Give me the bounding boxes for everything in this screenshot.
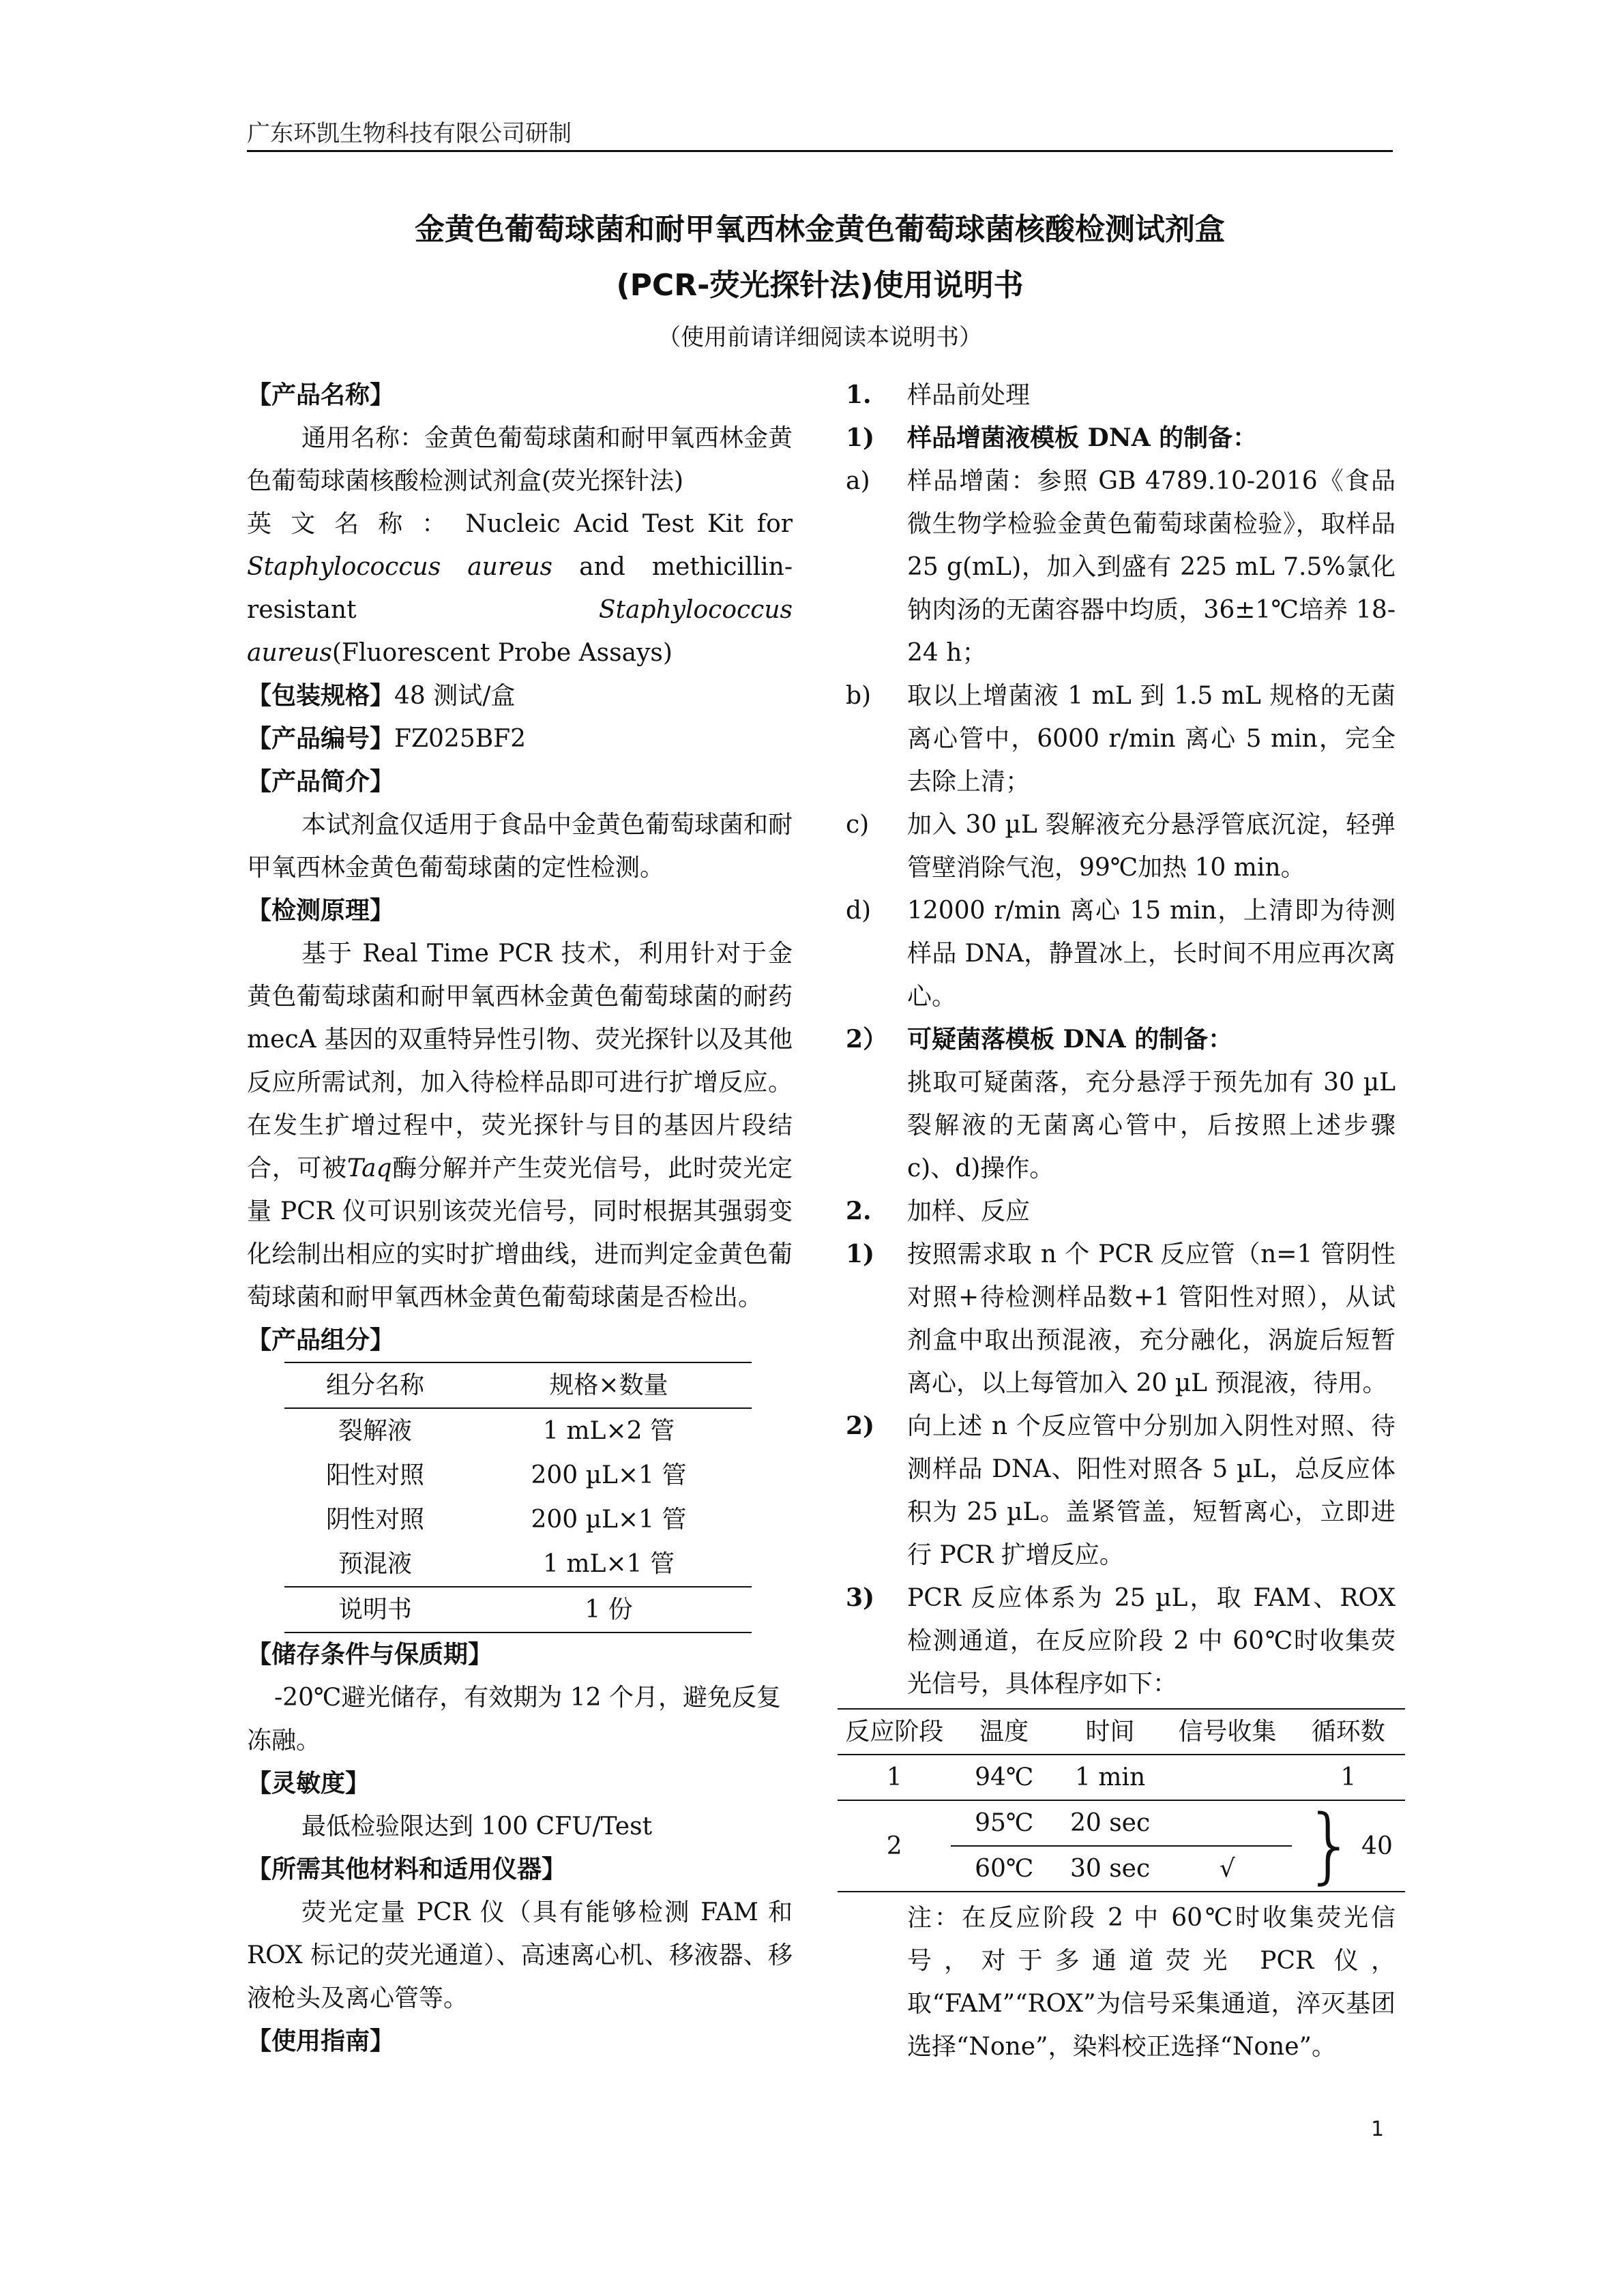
list-item	[846, 674, 1396, 803]
list-text: 样品增菌：参照 GB 4789.10-2016《食品微生物学检验金黄色葡萄球菌检验》，取样品 25 g(mL)，加入到盛有 225 mL 7.5%氯化钠肉汤的无菌容器中均质，36±1℃培养 18-24 h；	[907, 467, 1396, 667]
table-cell: 200 µL×1 管	[531, 1461, 687, 1489]
section-heading-guide: 【使用指南】	[247, 2027, 395, 2055]
table-header-row	[838, 1709, 1405, 1755]
table-header: 组分名称	[284, 1362, 466, 1408]
product-code	[247, 717, 793, 760]
list-text: 按照需求取 n 个 PCR 反应管（n=1 管阴性对照+待检测样品数+1 管阳性对照），从试剂盒中取出预混液，充分融化，涡旋后短暂离心，以上每管加入 20 µL 预混液，待用。	[907, 1240, 1396, 1397]
list-item	[846, 1233, 1396, 1405]
table-cell: 20 sec	[1057, 1800, 1163, 1846]
table-header: 信号收集	[1163, 1709, 1291, 1755]
table-row	[284, 1587, 752, 1632]
table-cell: 裂解液	[338, 1417, 412, 1445]
intro-text: 本试剂盒仅适用于食品中金黄色葡萄球菌和耐甲氧西林金黄色葡萄球菌的定性检测。	[247, 811, 793, 882]
english-name	[247, 503, 793, 674]
section-heading-principle: 【检测原理】	[247, 897, 395, 925]
section-heading-code: 【产品编号】	[247, 725, 395, 753]
cycle-count: 40	[1361, 1832, 1393, 1860]
list-item	[846, 1577, 1396, 1705]
pcr-program-table	[838, 1708, 1405, 1892]
table-header: 循环数	[1292, 1709, 1405, 1755]
table-header: 温度	[951, 1709, 1057, 1755]
principle-enzyme: Taq	[346, 1154, 392, 1182]
list-item	[846, 803, 1396, 889]
section-heading-sensitivity: 【灵敏度】	[247, 1770, 370, 1798]
step-title: 可疑菌落模板 DNA 的制备：	[907, 1025, 1233, 1054]
principle-part: 酶分解并产生荧光信号，此时荧光定量 PCR 仪可识别该荧光信号，同时根据其强弱变化绘制出相应的实时扩增曲线，进而判定金黄色葡萄球菌和耐甲氧西林金黄色葡萄球菌是否检出。	[247, 1154, 793, 1311]
program-note: 注：在反应阶段 2 中 60℃时收集荧光信号，对于多通道荧光 PCR 仪，取“FAM”“ROX”为信号采集通道，淬灭基团选择“None”，染料校正选择“None”。	[907, 1904, 1396, 2061]
table-cell: 1 份	[466, 1587, 752, 1632]
table-cell: 1 min	[1057, 1755, 1163, 1800]
list-text: 取以上增菌液 1 mL 到 1.5 mL 规格的无菌离心管中，6000 r/min 离心 5 min，完全去除上清；	[907, 682, 1396, 796]
table-cell: 94℃	[951, 1755, 1057, 1800]
left-column	[247, 374, 793, 2063]
english-name-species: Staphylococcus aureus	[247, 596, 793, 667]
list-item	[846, 889, 1396, 1018]
table-row	[284, 1542, 752, 1587]
section-heading-pack: 【包装规格】	[247, 682, 395, 710]
sensitivity-text: 最低检验限达到 100 CFU/Test	[301, 1813, 653, 1840]
english-name-part: Nucleic Acid Test Kit for	[465, 510, 793, 538]
section-heading-name: 【产品名称】	[247, 381, 395, 409]
right-column	[846, 374, 1396, 2068]
step-1-1	[846, 417, 1396, 460]
step-1	[846, 374, 1396, 417]
cycle-cell	[1292, 1800, 1405, 1892]
section-heading-intro: 【产品简介】	[247, 768, 395, 796]
english-name-part: (Fluorescent Probe Assays)	[331, 639, 673, 667]
table-cell: 1 mL×1 管	[543, 1550, 675, 1578]
list-item	[846, 1405, 1396, 1577]
components-table	[284, 1362, 752, 1633]
table-cell: 60℃	[975, 1855, 1034, 1883]
table-cell: 200 µL×1 管	[531, 1506, 687, 1534]
step-2	[846, 1190, 1396, 1233]
table-header: 时间	[1057, 1709, 1163, 1755]
table-cell: 说明书	[284, 1587, 466, 1632]
table-header: 规格×数量	[466, 1362, 752, 1408]
list-marker: c)	[846, 811, 870, 839]
list-marker: 2)	[846, 1412, 875, 1440]
generic-name: 通用名称：金黄色葡萄球菌和耐甲氧西林金黄色葡萄球菌核酸检测试剂盒(荧光探针法)	[247, 424, 793, 495]
step-number: 2）	[846, 1025, 888, 1054]
code-value: FZ025BF2	[394, 725, 527, 753]
step-title: 样品增菌液模板 DNA 的制备：	[907, 423, 1258, 452]
table-cell: 95℃	[951, 1800, 1057, 1846]
table-cell: 1	[838, 1755, 951, 1800]
table-cell: 1	[1292, 1755, 1405, 1800]
list-marker: d)	[846, 897, 872, 925]
list-marker: 1)	[846, 1240, 875, 1268]
table-cell	[1163, 1800, 1291, 1846]
document-subtitle: （使用前请详细阅读本说明书）	[658, 324, 982, 351]
brace-glyph: }	[1303, 1798, 1357, 1893]
list-item	[846, 460, 1396, 674]
section-heading-components: 【产品组分】	[247, 1326, 395, 1354]
colony-prep-text: 挑取可疑菌落，充分悬浮于预先加有 30 µL 裂解液的无菌离心管中，后按照上述步骤 c)、d)操作。	[907, 1069, 1396, 1182]
list-marker: a)	[846, 467, 870, 495]
table-row	[284, 1408, 752, 1453]
step-number: 1)	[846, 423, 875, 452]
page-number: 1	[1371, 2117, 1385, 2141]
pack-spec	[247, 674, 793, 717]
table-cell: 2	[886, 1832, 902, 1860]
english-name-species: Staphylococcus aureus	[247, 553, 553, 581]
step-number: 2.	[846, 1197, 872, 1225]
list-marker: b)	[846, 682, 872, 710]
table-header-row	[284, 1362, 752, 1408]
storage-text: -20℃避光储存，有效期为 12 个月，避免反复冻融。	[247, 1684, 781, 1755]
english-name-part: and methicillin-resistant	[247, 553, 793, 624]
list-text: PCR 反应体系为 25 µL，取 FAM、ROX 检测通道，在反应阶段 2 中 60℃时收集荧光信号，具体程序如下：	[907, 1584, 1396, 1698]
table-row	[284, 1497, 752, 1542]
table-cell: 预混液	[338, 1550, 412, 1578]
table-header: 反应阶段	[838, 1709, 951, 1755]
step-number: 1.	[846, 381, 872, 409]
materials-text: 荧光定量 PCR 仪（具有能够检测 FAM 和 ROX 标记的荧光通道）、高速离心机、移液器、移液枪头及离心管等。	[247, 1898, 793, 2012]
list-marker: 3)	[846, 1583, 875, 1612]
header-divider	[247, 150, 1393, 152]
principle-text	[247, 932, 793, 1319]
company-header: 广东环凯生物科技有限公司研制	[247, 120, 572, 147]
table-row	[838, 1800, 1405, 1846]
list-text: 加入 30 µL 裂解液充分悬浮管底沉淀，轻弹管壁消除气泡，99℃加热 10 min。	[907, 811, 1396, 882]
step-1-2	[846, 1018, 1396, 1061]
table-cell	[1163, 1755, 1291, 1800]
step-title: 加样、反应	[907, 1197, 1031, 1225]
list-text: 12000 r/min 离心 15 min，上清即为待测样品 DNA，静置冰上，长时间不用应再次离心。	[907, 897, 1396, 1011]
table-cell: 阴性对照	[325, 1506, 424, 1534]
list-text: 向上述 n 个反应管中分别加入阴性对照、待测样品 DNA、阳性对照各 5 µL，总反应体积为 25 µL。盖紧管盖，短暂离心，立即进行 PCR 扩增反应。	[907, 1412, 1396, 1569]
table-row	[284, 1453, 752, 1497]
table-cell: 阳性对照	[325, 1461, 424, 1489]
document-title-line2: (PCR-荧光探针法)使用说明书	[616, 268, 1024, 303]
pack-value: 48 测试/盒	[394, 682, 516, 710]
section-heading-materials: 【所需其他材料和适用仪器】	[247, 1855, 567, 1883]
english-name-label: 英 文 名 称 ：	[247, 510, 452, 538]
table-row	[838, 1755, 1405, 1800]
document-title: 金黄色葡萄球菌和耐甲氧西林金黄色葡萄球菌核酸检测试剂盒	[415, 212, 1225, 247]
table-cell: 1 mL×2 管	[543, 1417, 675, 1445]
table-cell: √	[1219, 1855, 1235, 1883]
section-heading-storage: 【储存条件与保质期】	[247, 1641, 493, 1669]
table-cell: 30 sec	[1069, 1855, 1151, 1883]
step-title: 样品前处理	[907, 381, 1031, 409]
principle-part: 基于 Real Time PCR 技术，利用针对于金黄色葡萄球菌和耐甲氧西林金黄色葡萄球菌的耐药 mecA 基因的双重特异性引物、荧光探针以及其他反应所需试剂，加入待检样品即可进行扩增反应。在发生扩增过程中，荧光探针与目的基因片段结合，可被	[247, 940, 793, 1182]
